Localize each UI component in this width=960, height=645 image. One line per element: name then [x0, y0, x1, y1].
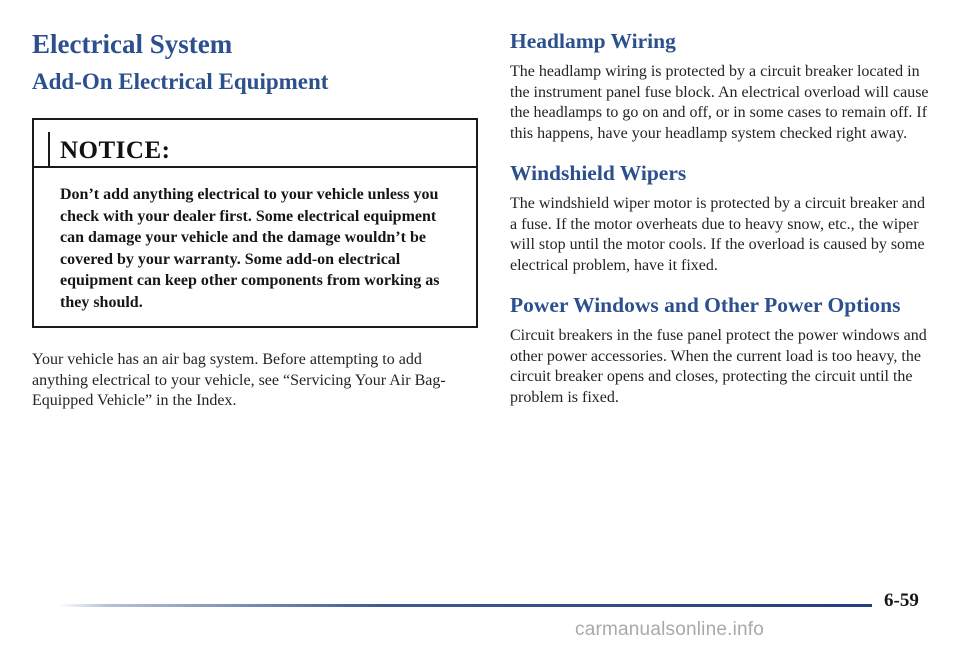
notice-header	[34, 120, 476, 168]
chapter-title: Electrical System	[32, 29, 233, 59]
left-column	[32, 28, 480, 412]
power-windows-paragraph: Circuit breakers in the fuse panel protect the power windows and other power accessories. When the current load is too heavy, the circuit breaker opens and closes, protecting the circuit until the problem is fixed.	[510, 327, 927, 406]
section-title-power-windows: Power Windows and Other Power Options	[510, 293, 901, 317]
footer-rule	[58, 604, 872, 607]
section-title-headlamp-wiring: Headlamp Wiring	[510, 29, 676, 53]
notice-label: NOTICE:	[60, 137, 171, 164]
air-bag-paragraph: Your vehicle has an air bag system. Before attempting to add anything electrical to your vehicle, see “Servicing Your Air Bag-Equipped Vehicle” in the Index.	[32, 351, 446, 409]
watermark-link[interactable]: carmanualsonline.info	[575, 619, 765, 640]
page-number: 6-59	[884, 590, 919, 611]
notice-box	[32, 118, 478, 328]
headlamp-wiring-paragraph: The headlamp wiring is protected by a circuit breaker located in the instrument panel fuse block. An electrical overload will cause the headlamps to go on and off, or in some cases to remain off. If this happens, have your headlamp system checked right away.	[510, 63, 929, 142]
section-title-windshield-wipers: Windshield Wipers	[510, 161, 687, 185]
windshield-wipers-paragraph: The windshield wiper motor is protected by a circuit breaker and a fuse. If the motor overheats due to heavy snow, etc., the wiper will stop until the motor cools. If the overload is caused by some electrical problem, have it fixed.	[510, 195, 925, 274]
notice-bar-mark	[48, 132, 50, 166]
section-title-add-on: Add-On Electrical Equipment	[32, 69, 329, 94]
notice-text: Don’t add anything electrical to your vehicle unless you check with your dealer first. Some electrical equipment can damage your vehicle and the damage wouldn’t be covered by your warranty. Some add-on electrical equipment can keep other components from working as they should.	[60, 186, 440, 311]
right-column	[510, 28, 935, 408]
